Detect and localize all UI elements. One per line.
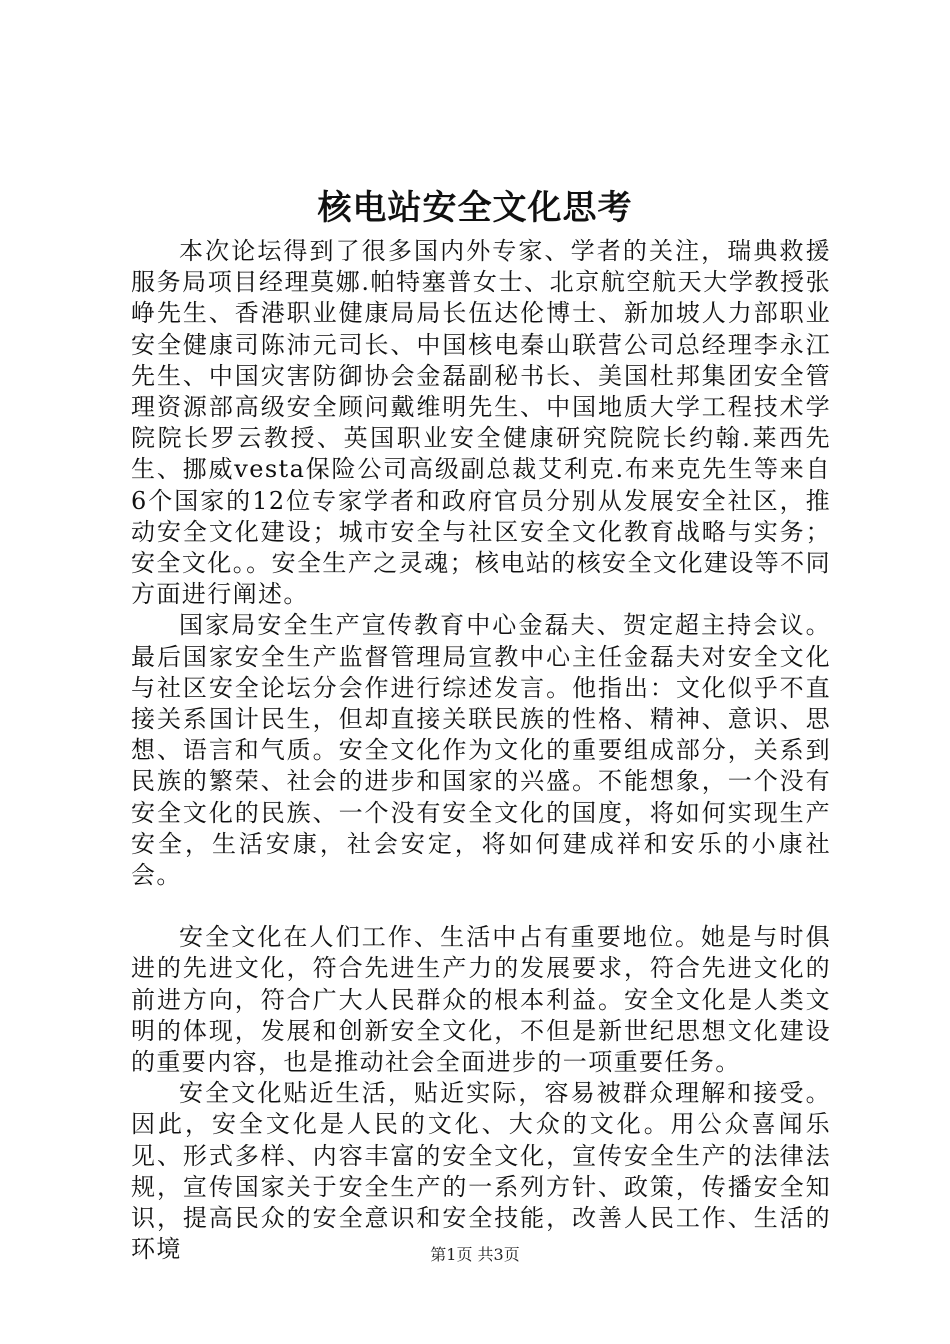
paragraph-4: 安全文化贴近生活，贴近实际，容易被群众理解和接受。因此，安全文化是人民的文化、大众的文化。用公众喜闻乐见、形式多样、内容丰富的安全文化，宣传安全生产的法律法规，宣传国家关于安全生产的一系列方针、政策，传播安全知识，提高民众的安全意识和安全技能，改善人民工作、生活的环境 [131, 1079, 831, 1264]
document-body [131, 236, 831, 1266]
page-number-footer: 第1页 共3页 [430, 1245, 520, 1264]
paragraph-1: 本次论坛得到了很多国内外专家、学者的关注，瑞典救援服务局项目经理莫娜.帕特塞普女士、北京航空航天大学教授张峥先生、香港职业健康局局长伍达伦博士、新加坡人力部职业安全健康司陈沛元司长、中国核电秦山联营公司总经理李永江先生、中国灾害防御协会金磊副秘书长、美国杜邦集团安全管理资源部高级安全顾问戴维明先生、中国地质大学工程技术学院院长罗云教授、英国职业安全健康研究院院长约翰.莱西先生、挪威vesta保险公司高级副总裁艾利克.布来克先生等来自6个国家的12位专家学者和政府官员分别从发展安全社区，推动安全文化建设；城市安全与社区安全文化教育战略与实务；安全文化。。安全生产之灵魂；核电站的核安全文化建设等不同方面进行阐述。 [131, 237, 831, 609]
document-title: 核电站安全文化思考 [317, 188, 633, 228]
paragraph-2: 国家局安全生产宣传教育中心金磊夫、贺定超主持会议。最后国家安全生产监督管理局宣教中心主任金磊夫对安全文化与社区安全论坛分会作进行综述发言。他指出：文化似乎不直接关系国计民生，但却直接关联民族的性格、精神、意识、思想、语言和气质。安全文化作为文化的重要组成部分，关系到民族的繁荣、社会的进步和国家的兴盛。不能想象，一个没有安全文化的民族、一个没有安全文化的国度，将如何实现生产安全，生活安康，社会安定，将如何建成祥和安乐的小康社会。 [131, 611, 831, 890]
paragraph-spacer [131, 891, 831, 922]
paragraph-3: 安全文化在人们工作、生活中占有重要地位。她是与时俱进的先进文化，符合先进生产力的发展要求，符合先进文化的前进方向，符合广大人民群众的根本利益。安全文化是人类文明的体现，发展和创新安全文化，不但是新世纪思想文化建设的重要内容，也是推动社会全面进步的一项重要任务。 [131, 923, 831, 1077]
